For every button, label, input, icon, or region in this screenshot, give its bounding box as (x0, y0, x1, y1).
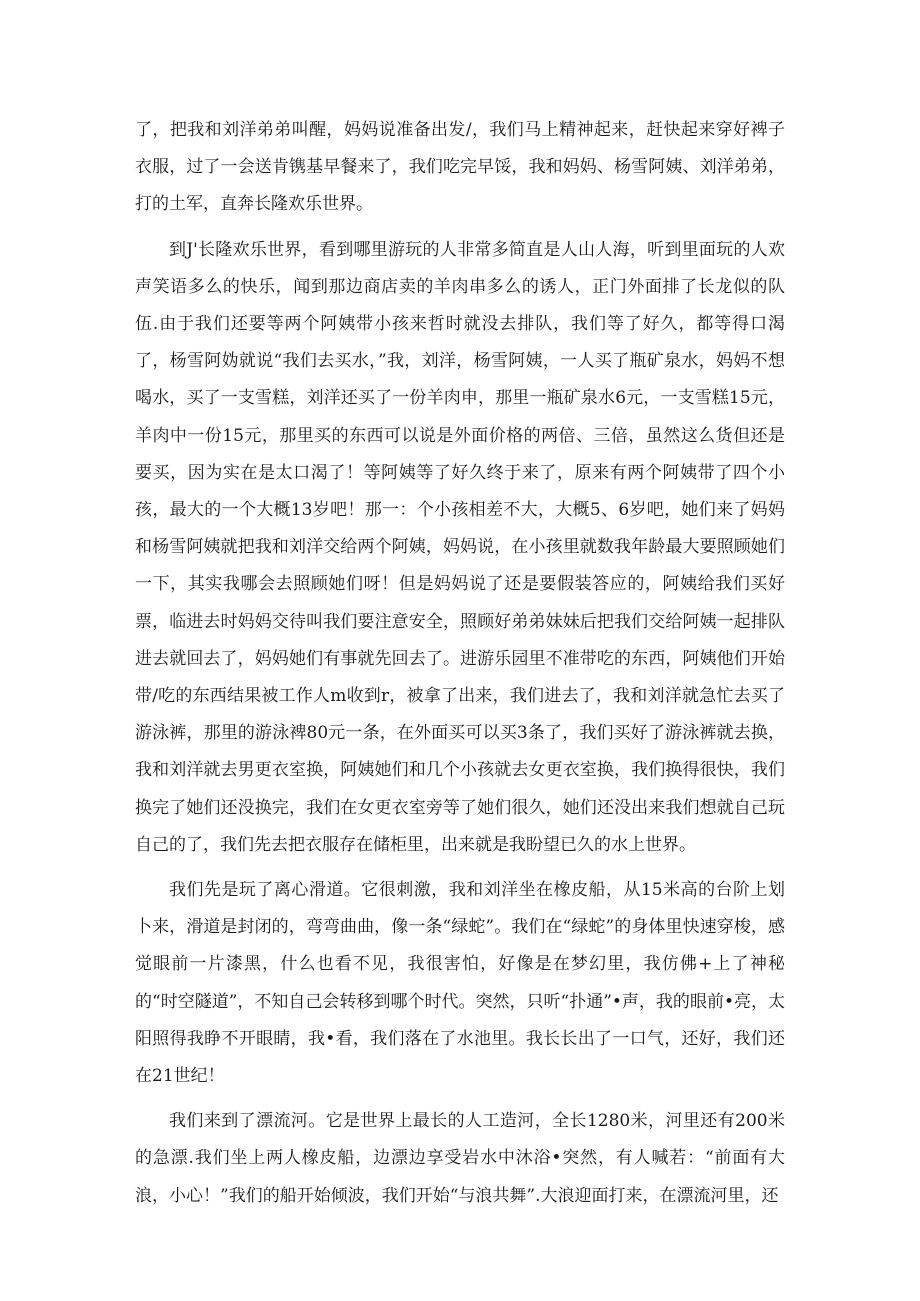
document-page (135, 112, 785, 1223)
paragraph-4: 我们来到了漂流河。它是世界上最长的人工造河，全长1280米，河里还有200米的急漂.我们坐上两人橡皮船，边漂边享受岩水中沐浴•突然，有人喊若：“前面有大浪，小心！”我们的船开始倾波，我们开始“与浪共舞”.大浪迎面打来，在漂流河里，还 (135, 1111, 785, 1206)
paragraph-1: 了，把我和刘洋弟弟叫醒，妈妈说准备出发/，我们马上精神起来，赶快起来穿好裨子衣服，过了一会送肯镌基早餐来了，我们吃完早馁，我和妈妈、杨雪阿姨、刘洋弟弟，打的土军，直奔长隆欢乐世界。 (135, 120, 785, 215)
paragraph-2: 到J'长隆欢乐世界，看到哪里游玩的人非常多简直是人山人海，听到里面玩的人欢声笑语多么的快乐，闻到那边商店卖的羊肉串多么的诱人，正门外面排了长龙似的队伍.由于我们还要等两个阿姨带小孩来哲时就没去排队，我们等了好久，都等得口渴了，杨雪阿妫就说“我们去买水，”我，刘洋，杨雪阿姨，一人买了瓶矿泉水，妈妈不想喝水，买了一支雪糕，刘洋还买了一份羊肉申，那里一瓶矿泉水6元，一支雪糕15元，羊肉中一份15元，那里买的东西可以说是外面价格的两倍、三倍，虽然这么货但还是要买，因为实在是太口渴了！等阿姨等了好久终于来了，原来有两个阿姨带了四个小孩，最大的一个大概13岁吧！那一：个小孩相差不大，大概5、6岁吧，她们来了妈妈和杨雪阿姨就把我和刘洋交给两个阿姨，妈妈说，在小孩里就数我年龄最大要照顾她们一下，其实我哪会去照顾她们呀！但是妈妈说了还是要假装答应的，阿姨给我们买好票，临进去时妈妈交待叫我们要注意安全，照顾好弟弟妹妹后把我们交给阿姨一起排队进去就回去了，妈妈她们有事就先回去了。进游乐园里不准带吃的东西，阿姨他们开始带/吃的东西结果被工作人m收到r，被拿了出来，我们进去了，我和刘洋就急忙去买了游泳裤，那里的游泳裨80元一条，在外面买可以买3条了，我们买好了游泳裤就去换，我和刘洋就去男更衣室换，阿姨她们和几个小孩就去女更衣室换，我们换得很快，我们换完了她们还没换完，我们在女更衣室旁等了她们很久，她们还没出来我们想就自己玩自己的了，我们先去把衣服存在储柜里，出来就是我盼望已久的水上世界。 (135, 239, 785, 855)
paragraph-3: 我们先是玩了离心滑道。它很刺激，我和刘洋坐在橡皮船，从15米高的台阶上划卜来，滑道是封闭的，弯弯曲曲，像一条“绿蛇”。我们在“绿蛇”的身体里快速穿梭，感觉眼前一片漆黑，什么也看不见，我很害怕，好像是在梦幻里，我仿佛+上了神秘的“时空隧道”，不知自己会转移到哪个时代。突然，只听“扑通”•声，我的眼前•亮，太阳照得我睁不开眼睛，我•看，我们落在了水池里。我长长出了一口气，还好，我们还在21世纪！ (135, 880, 785, 1087)
